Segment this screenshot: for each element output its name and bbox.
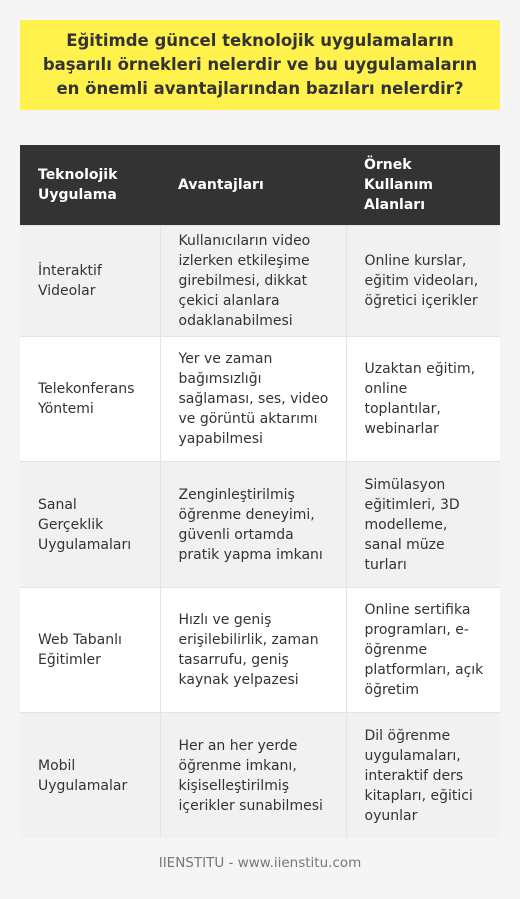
column-header: Teknolojik Uygulama xyxy=(20,145,160,226)
table-cell: Kullanıcıların video izlerken etkileşime girebilmesi, dikkat çekici alanlara odaklanabilmesi xyxy=(160,226,346,337)
table-row xyxy=(20,337,500,462)
table-cell: Web Tabanlı Eğitimler xyxy=(20,588,160,713)
table-row xyxy=(20,462,500,588)
table-row xyxy=(20,713,500,839)
table-cell: Simülasyon eğitimleri, 3D modelleme, sanal müze turları xyxy=(346,462,500,588)
table-cell: Uzaktan eğitim, online toplantılar, webinarlar xyxy=(346,337,500,462)
table-cell: Online sertifika programları, e-öğrenme platformları, açık öğretim xyxy=(346,588,500,713)
table-cell: Telekonferans Yöntemi xyxy=(20,337,160,462)
column-header: Örnek Kullanım Alanları xyxy=(346,145,500,226)
table-row xyxy=(20,226,500,337)
table-cell: İnteraktif Videolar xyxy=(20,226,160,337)
table-row xyxy=(20,588,500,713)
table-cell: Hızlı ve geniş erişilebilirlik, zaman tasarrufu, geniş kaynak yelpazesi xyxy=(160,588,346,713)
comparison-table xyxy=(20,145,500,838)
table-cell: Dil öğrenme uygulamaları, interaktif ders kitapları, eğitici oyunlar xyxy=(346,713,500,839)
table-header-row xyxy=(20,145,500,226)
table-cell: Yer ve zaman bağımsızlığı sağlaması, ses, video ve görüntü aktarımı yapabilmesi xyxy=(160,337,346,462)
table-cell: Sanal Gerçeklik Uygulamaları xyxy=(20,462,160,588)
table-cell: Zenginleştirilmiş öğrenme deneyimi, güvenli ortamda pratik yapma imkanı xyxy=(160,462,346,588)
footer-credit: IIENSTITU - www.iienstitu.com xyxy=(158,855,362,871)
table-cell: Online kurslar, eğitim videoları, öğretici içerikler xyxy=(346,226,500,337)
page-title: Eğitimde güncel teknolojik uygulamaların başarılı örnekleri nelerdir ve bu uygulamaların en önemli avantajlarından bazıları nelerdir? xyxy=(42,31,478,98)
title-banner xyxy=(20,20,500,110)
table-cell: Mobil Uygulamalar xyxy=(20,713,160,839)
table-cell: Her an her yerde öğrenme imkanı, kişiselleştirilmiş içerikler sunabilmesi xyxy=(160,713,346,839)
column-header: Avantajları xyxy=(160,145,346,226)
